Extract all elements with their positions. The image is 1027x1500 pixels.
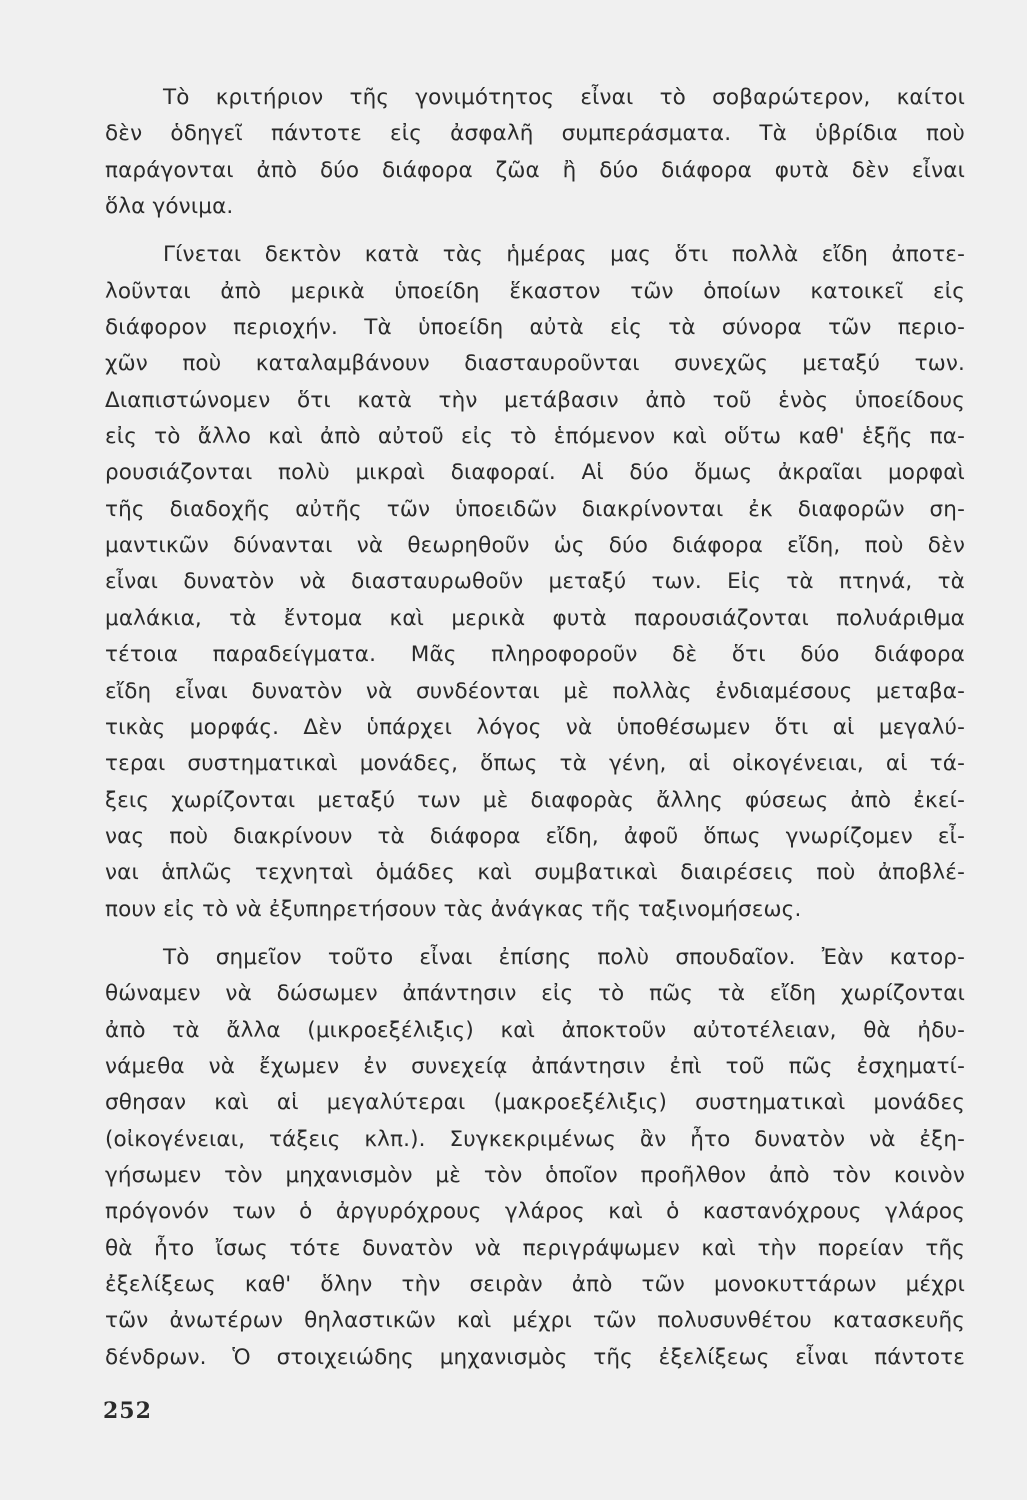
- text-line: νάμεθα νὰ ἔχωμεν ἐν συνεχείᾳ ἀπάντησιν ἐπὶ τοῦ πῶς ἐσχηματί-: [105, 1053, 965, 1079]
- text-line: παράγονται ἀπὸ δύο διάφορα ζῶα ἢ δύο διάφορα φυτὰ δὲν εἶναι: [105, 157, 965, 183]
- text-line: ἀπὸ τὰ ἄλλα (μικροεξέλιξις) καὶ ἀποκτοῦν αὐτοτέλειαν, θὰ ἠδυ-: [105, 1017, 965, 1043]
- text-line: θώναμεν νὰ δώσωμεν ἀπάντησιν εἰς τὸ πῶς τὰ εἴδη χωρίζονται: [105, 981, 965, 1007]
- text-line: εἰς τὸ ἄλλο καὶ ἀπὸ αὐτοῦ εἰς τὸ ἑπόμενον καὶ οὕτω καθ' ἑξῆς πα-: [105, 424, 965, 450]
- text-line: εἶναι δυνατὸν νὰ διασταυρωθοῦν μεταξύ των. Εἰς τὰ πτηνά, τὰ: [105, 569, 965, 595]
- text-line: ὅλα γόνιμα.: [105, 194, 234, 220]
- text-line: θὰ ἦτο ἴσως τότε δυνατὸν νὰ περιγράψωμεν καὶ τὴν πορείαν τῆς: [105, 1235, 965, 1261]
- text-line: σθησαν καὶ αἱ μεγαλύτεραι (μακροεξέλιξις) συστηματικαὶ μονάδες: [105, 1090, 965, 1116]
- text-line: μαλάκια, τὰ ἔντομα καὶ μερικὰ φυτὰ παρουσιάζονται πολυάριθμα: [105, 605, 965, 631]
- text-line: λοῦνται ἀπὸ μερικὰ ὑποείδη ἕκαστον τῶν ὁποίων κατοικεῖ εἰς: [105, 278, 965, 304]
- text-line: εἴδη εἶναι δυνατὸν νὰ συνδέονται μὲ πολλὰς ἐνδιαμέσους μεταβα-: [105, 678, 965, 704]
- text-line: πουν εἰς τὸ νὰ ἐξυπηρετήσουν τὰς ἀνάγκας τῆς ταξινομήσεως.: [105, 896, 802, 922]
- text-line: (οἰκογένειαι, τάξεις κλπ.). Συγκεκριμένως ἂν ἦτο δυνατὸν νὰ ἐξη-: [105, 1126, 965, 1152]
- text-line: ναι ἁπλῶς τεχνηταὶ ὁμάδες καὶ συμβατικαὶ διαιρέσεις ποὺ ἀποβλέ-: [105, 860, 965, 886]
- text-line: δὲν ὁδηγεῖ πάντοτε εἰς ἀσφαλῆ συμπεράσματα. Τὰ ὑβρίδια ποὺ: [105, 121, 965, 147]
- text-line: τῆς διαδοχῆς αὐτῆς τῶν ὑποειδῶν διακρίνονται ἐκ διαφορῶν ση-: [105, 496, 965, 522]
- text-line: Γίνεται δεκτὸν κατὰ τὰς ἡμέρας μας ὅτι πολλὰ εἴδη ἀποτε-: [163, 242, 965, 268]
- paragraph-1: [105, 80, 965, 225]
- page-number: 252: [103, 1398, 152, 1424]
- text-line: ἐξελίξεως καθ' ὅλην τὴν σειρὰν ἀπὸ τῶν μονοκυττάρων μέχρι: [105, 1272, 965, 1297]
- text-line: δένδρων. Ὁ στοιχειώδης μηχανισμὸς τῆς ἐξελίξεως εἶναι πάντοτε: [105, 1344, 965, 1370]
- body-text: [105, 80, 965, 1376]
- text-line: τικὰς μορφάς. Δὲν ὑπάρχει λόγος νὰ ὑποθέσωμεν ὅτι αἱ μεγαλύ-: [105, 714, 965, 740]
- text-line: Τὸ κριτήριον τῆς γονιμότητος εἶναι τὸ σοβαρώτερον, καίτοι: [163, 85, 965, 110]
- text-line: πρόγονόν των ὁ ἀργυρόχρους γλάρος καὶ ὁ καστανόχρους γλάρος: [105, 1199, 965, 1225]
- text-line: διάφορον περιοχήν. Τὰ ὑποείδη αὐτὰ εἰς τὰ σύνορα τῶν περιο-: [105, 315, 965, 341]
- text-line: νας ποὺ διακρίνουν τὰ διάφορα εἴδη, ἀφοῦ ὅπως γνωρίζομεν εἶ-: [105, 823, 965, 849]
- paragraph-3: [105, 940, 965, 1376]
- text-line: τεραι συστηματικαὶ μονάδες, ὅπως τὰ γένη, αἱ οἰκογένειαι, αἱ τά-: [105, 751, 965, 777]
- text-line: γήσωμεν τὸν μηχανισμὸν μὲ τὸν ὁποῖον προῆλθον ἀπὸ τὸν κοινὸν: [105, 1162, 965, 1188]
- text-line: τῶν ἀνωτέρων θηλαστικῶν καὶ μέχρι τῶν πολυσυνθέτου κατασκευῆς: [105, 1308, 965, 1334]
- text-line: ξεις χωρίζονται μεταξύ των μὲ διαφορὰς ἄλλης φύσεως ἀπὸ ἐκεί-: [105, 787, 965, 813]
- text-line: μαντικῶν δύνανται νὰ θεωρηθοῦν ὡς δύο διάφορα εἴδη, ποὺ δὲν: [105, 533, 965, 559]
- paragraph-2: [105, 237, 965, 928]
- text-line: χῶν ποὺ καταλαμβάνουν διασταυροῦνται συνεχῶς μεταξύ των.: [105, 351, 965, 377]
- text-line: Διαπιστώνομεν ὅτι κατὰ τὴν μετάβασιν ἀπὸ τοῦ ἑνὸς ὑποείδους: [105, 387, 965, 413]
- text-line: τέτοια παραδείγματα. Μᾶς πληροφοροῦν δὲ ὅτι δύο διάφορα: [105, 642, 965, 668]
- text-line: Τὸ σημεῖον τοῦτο εἶναι ἐπίσης πολὺ σπουδαῖον. Ἐὰν κατορ-: [163, 944, 965, 970]
- text-line: ρουσιάζονται πολὺ μικραὶ διαφοραί. Αἱ δύο ὅμως ἀκραῖαι μορφαὶ: [105, 460, 965, 486]
